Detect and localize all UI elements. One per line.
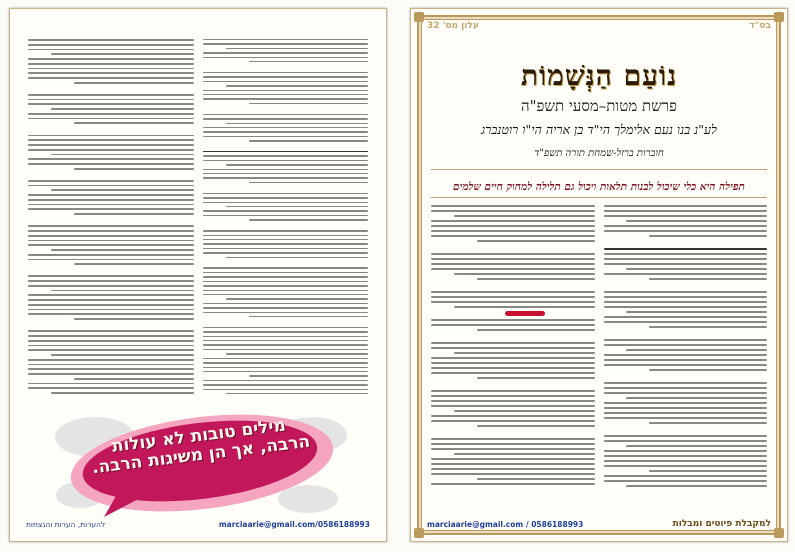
banner-text: מילים טובות לא עולות הרבה, אך הן משיגות הרבה. (90, 415, 312, 479)
footer-contact-label: להערות, הערות והנצחות (26, 519, 106, 529)
header-bsd: בס"ד (749, 21, 771, 31)
text-column-left (431, 205, 595, 521)
parasha-subtitle: פרשת מטות–מסעי תשפ"ה (521, 97, 677, 115)
right-page-footer (427, 517, 771, 531)
frame-corner-ornament (414, 528, 424, 538)
frame-corner-ornament (774, 12, 784, 22)
left-page-footer (26, 517, 370, 531)
dedication-line: לע"נ בנו נעם אלימלך הי"ד בן אריה הי"ו רוטנברג (481, 122, 717, 137)
right-page-body-text (431, 205, 767, 521)
frame-corner-ornament (414, 12, 424, 22)
text-column-left (28, 39, 194, 394)
divider (431, 169, 767, 170)
highlight-quote: תפילה היא כלי שיכול לבנות תלאות ויכול גם תלילה למחוק חיים שלמים (453, 181, 745, 193)
inline-highlight (505, 311, 545, 316)
text-column-right (203, 39, 369, 394)
right-page-header (427, 19, 771, 33)
page-title: נוֹעַם הַנְּשָׁמוֹת (520, 59, 678, 92)
footer-brand: למקבלת פיוטים ומבלות (672, 519, 771, 529)
left-page-body-text (28, 39, 368, 394)
frame-corner-ornament (774, 528, 784, 538)
footer-email[interactable]: marciaarie@gmail.com/0586188993 (218, 519, 370, 529)
right-page (410, 8, 788, 542)
speech-bubble-banner (50, 407, 350, 522)
text-column-right (604, 205, 768, 521)
header-issue-number: עלון מס' 32 (427, 21, 479, 31)
left-page (9, 8, 387, 542)
organization-line: חוברות ברזל-שמחת תורה תשפ"ד (534, 148, 664, 159)
footer-email[interactable]: marciaarie@gmail.com / 0586188993 (427, 519, 584, 529)
divider (431, 197, 767, 198)
